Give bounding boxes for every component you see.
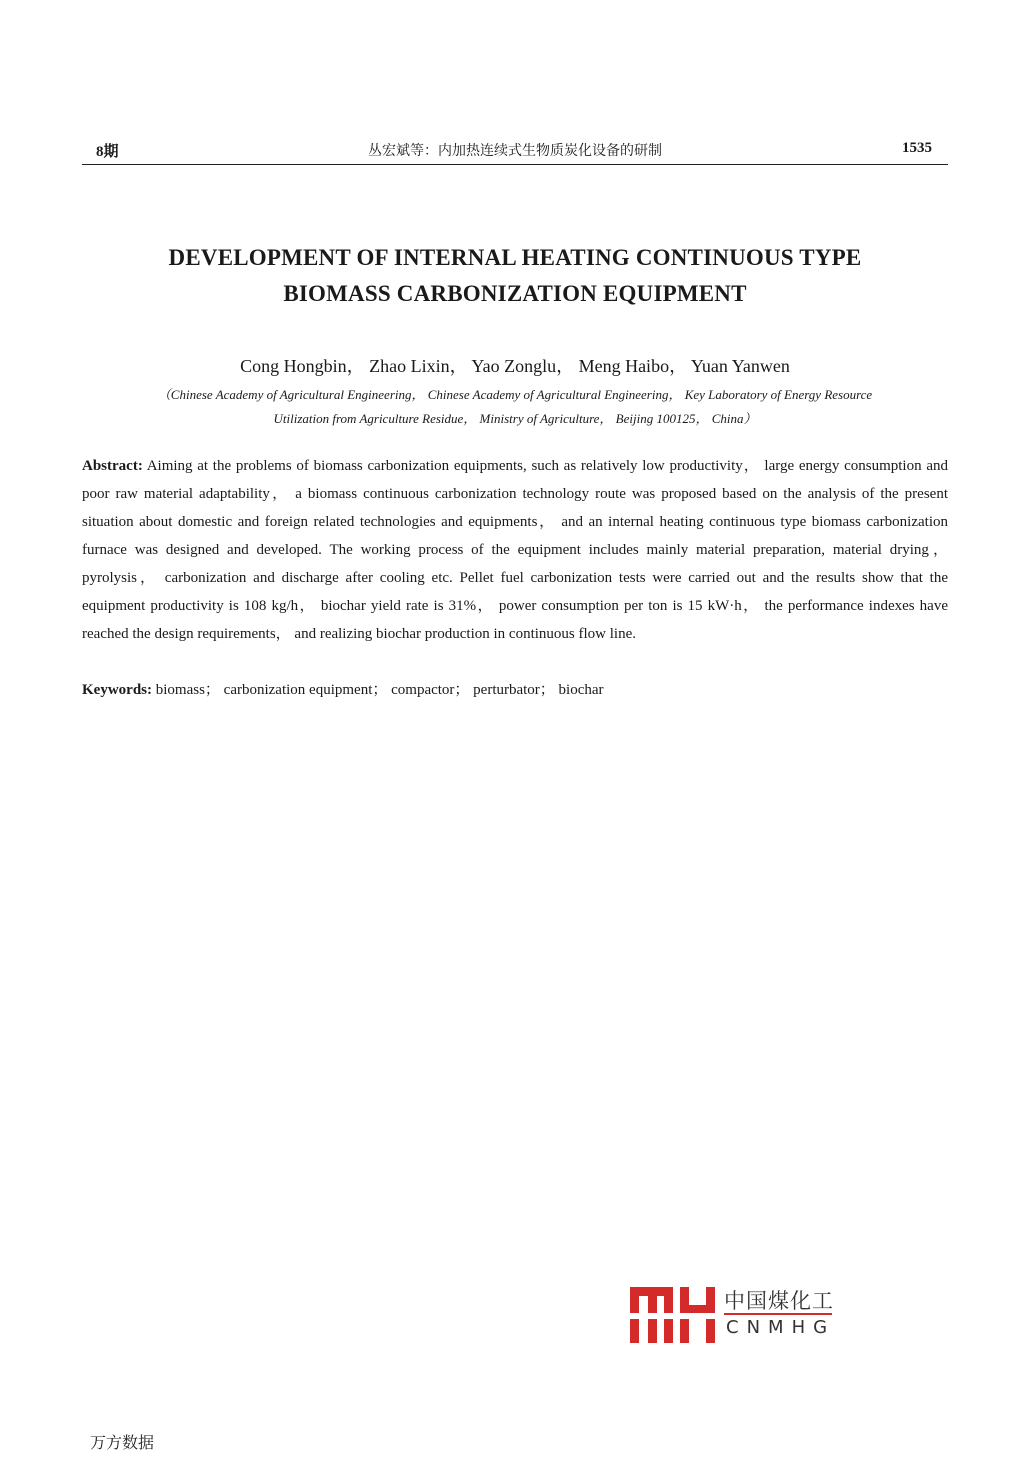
cnmhg-logo-mark-icon: [628, 1283, 716, 1345]
title-line-2: BIOMASS CARBONIZATION EQUIPMENT: [283, 281, 747, 306]
logo-english-name: CNMHG: [726, 1317, 836, 1338]
title-line-1: DEVELOPMENT OF INTERNAL HEATING CONTINUOUS TYPE: [168, 245, 862, 270]
abstract-label: Abstract:: [82, 458, 143, 474]
keywords: [82, 676, 948, 704]
issue-label: 8期: [96, 144, 119, 160]
abstract: [82, 452, 948, 648]
keywords-text: biomass； carbonization equipment； compactor； perturbator； biochar: [155, 682, 604, 698]
page-number: 1535: [902, 140, 932, 156]
author-list: Cong Hongbin， Zhao Lixin， Yao Zonglu， Meng Haibo， Yuan Yanwen: [240, 356, 790, 376]
cnmhg-logo: [628, 1283, 838, 1347]
logo-divider: [724, 1313, 832, 1315]
logo-chinese-name: 中国煤化工: [724, 1289, 834, 1313]
wanfang-watermark: 万方数据: [90, 1433, 155, 1452]
affiliation-line-2: Utilization from Agriculture Residue， Ministry of Agriculture， Beijing 100125， China）: [273, 411, 757, 426]
affiliation-line-1: （Chinese Academy of Agricultural Engineering， Chinese Academy of Agricultural Engineering， Key Laboratory of Energy Resource: [157, 387, 873, 402]
keywords-label: Keywords:: [82, 682, 152, 698]
running-header: [82, 134, 948, 165]
affiliation: [110, 383, 920, 431]
article-title: [82, 240, 948, 312]
abstract-text: Aiming at the problems of biomass carbonization equipments, such as relatively low productivity， large energy consumption and poor raw material adaptability， a biomass continuous carbonization technology route was proposed based on the analysis of the present situation about domestic and foreign related technologies and equipments， and an internal heating continuous type biomass carbonization furnace was designed and developed. The working process of the equipment includes mainly material preparation, material drying， pyrolysis， carbonization and discharge after cooling etc. Pellet fuel carbonization tests were carried out and the results show that the equipment productivity is 108 kg/h， biochar yield rate is 31%， power consumption per ton is 15 kW·h， the performance indexes have reached the design requirements， and realizing biochar production in continuous flow line.: [82, 458, 948, 642]
running-title: 丛宏斌等：内加热连续式生物质炭化设备的研制: [368, 143, 662, 159]
